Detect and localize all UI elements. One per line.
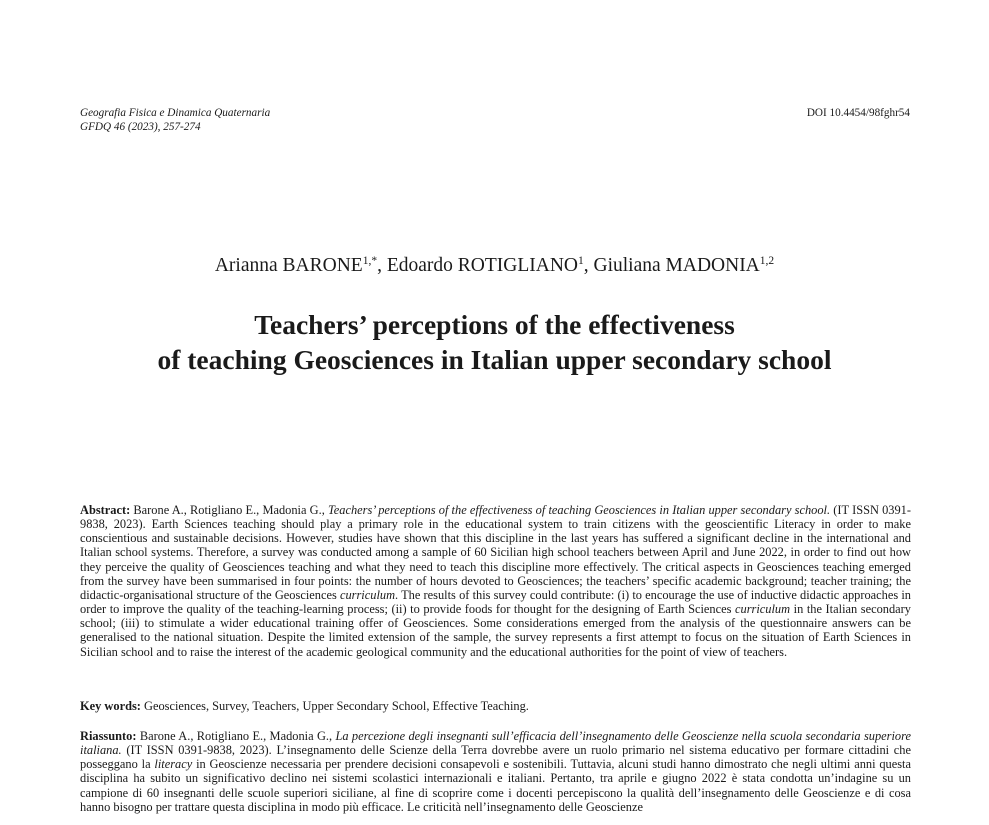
abstract-text: . The results of this survey could contribute: (i) to encourage the use of inductive didactic approaches in order to improve the quality of the teaching-learning process; (ii) to provide foods for thought for the designing of Earth Sciences [80,587,911,617]
abstract-label: Abstract: [80,503,131,517]
riassunto-literacy-term: literacy [154,757,193,772]
abstract-citation-title: Teachers’ perceptions of the effectiveness of teaching Geosciences in Italian upper secondary school. [328,503,831,517]
keywords-text: Geosciences, Survey, Teachers, Upper Secondary School, Effective Teaching. [140,699,529,713]
title-line-2: of teaching Geosciences in Italian upper secondary school [157,344,832,375]
author-separator: , [377,255,387,276]
abstract-curriculum-term: curriculum [735,602,791,617]
journal-name: Geografia Fisica e Dinamica Quaternaria [80,107,271,119]
abstract-text: in the Italian secondary school; (iii) to stimulate a wider educational training offer of Geosciences. Some considerations emerged from the analysis of the questionnaire answers can be generalised to the national situation. Despite the limited extension of the sample, the survey represents a first attempt to focus on the situation of Earth Sciences in Sicilian school and to raise the interest of the academic geological community and the educational authorities for the point of view of teachers. [80,602,911,659]
author-list [0,253,989,279]
author-name: Edoardo ROTIGLIANO [386,255,578,276]
abstract-curriculum-term: curriculum [339,587,396,602]
abstract-text: Earth Sciences teaching should play a primary role in the educational system to train citizens with the geoscientific Literacy in order to make conscientious and sustainable decisions. However, studies have shown that this discipline in the last years has suffered a significant decline in the international and Italian school systems. Therefore, a survey was conducted among a sample of 60 Sicilian high school teachers between April and June 2022, in order to find out how they perceive the quality of Geosciences teaching and what they need to teach this discipline more effectively. The critical aspects in Geosciences teaching emerged from the survey have been summarised in four points: the number of hours devoted to Geosciences; the teachers’ specific academic background; teacher training; the didactic-organisational structure of the Geosciences [80,517,911,602]
riassunto-citation-authors: Barone A., Rotigliano E., Madonia G., [136,729,336,743]
abstract-citation-issn: (IT ISSN 0391-9838, 2023). [80,503,912,532]
journal-info [80,106,270,134]
author-separator: , [583,255,594,276]
title-line-1: Teachers’ perceptions of the effectiveness [254,309,735,340]
abstract [80,503,911,659]
riassunto-text: in Geoscienze necessaria per prendere decisioni consapevoli e sostenibili. Tuttavia, alcuni studi hanno dimostrato che negli ultimi anni questa disciplina ha subito un significativo declino nei sistemi scolastici internazionali e italiani. Pertanto, tra aprile e giugno 2022 è stata condotta un’indagine su un campione di 60 insegnanti delle scuole superiori siciliane, al fine di scoprire come i docenti percepiscono la qualità dell’insegnamento delle Geoscienze e di cosa hanno bisogno per trattare questa disciplina in modo più efficace. Le criticità nell’insegnamento delle Geoscienze [80,757,911,814]
author-affiliation: 1,2 [759,255,775,267]
keywords-label: Key words: [80,699,141,713]
riassunto-citation-issn: (IT ISSN 0391-9838, 2023). [121,743,277,758]
riassunto-label: Riassunto: [80,729,137,743]
author-affiliation: 1 [578,255,584,267]
riassunto-citation-title: La percezione degli insegnanti sull’efficacia dell’insegnamento delle Geoscienze nella scuola secondaria superiore italiana. [80,729,911,758]
riassunto-text: L’insegnamento delle Scienze della Terra dovrebbe avere un ruolo primario nel sistema educativo per formare cittadini che posseggano la [80,743,912,772]
author-name: Arianna BARONE [214,255,363,276]
author-name: Giuliana MADONIA [593,255,760,276]
author-affiliation: 1,* [362,255,378,267]
journal-reference: GFDQ 46 (2023), 257-274 [80,121,201,133]
paper-title [0,307,989,377]
doi: DOI 10.4454/98fghr54 [806,107,910,119]
abstract-citation-authors: Barone A., Rotigliano E., Madonia G., [130,503,328,517]
keywords [80,699,911,713]
riassunto [80,729,911,814]
